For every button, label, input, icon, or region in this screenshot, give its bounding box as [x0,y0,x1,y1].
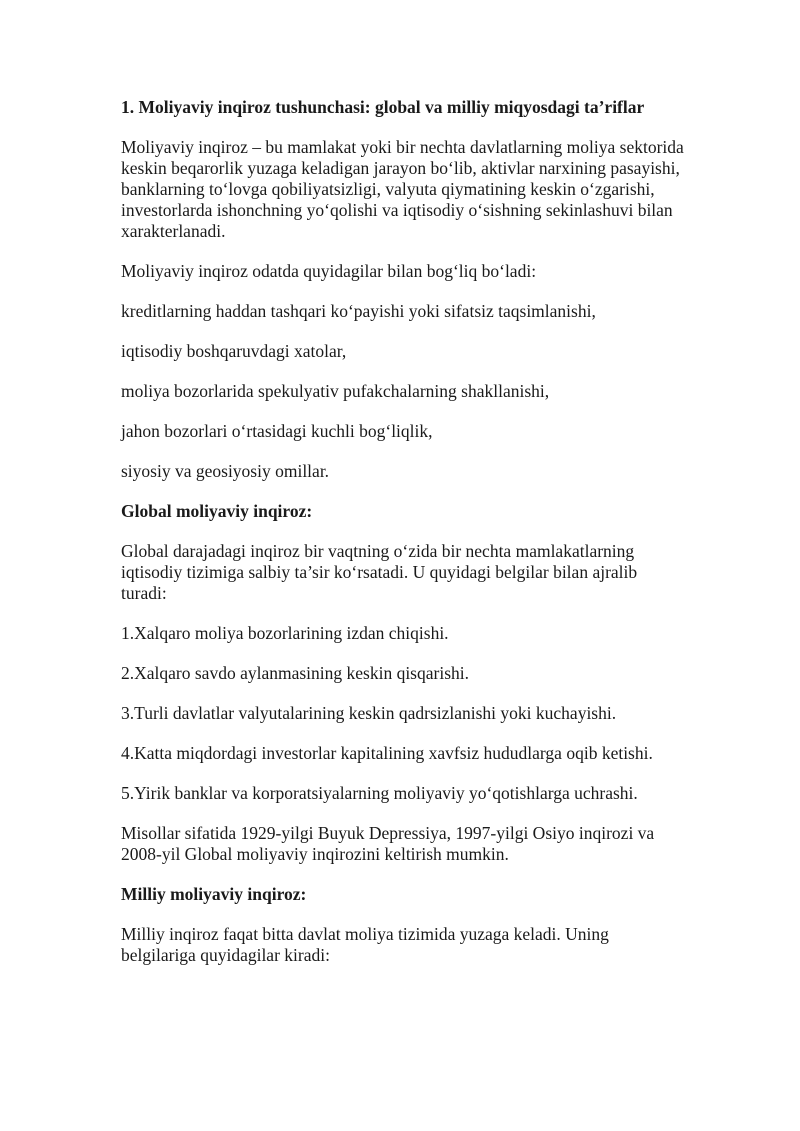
global-sign-item: 1.Xalqaro moliya bozorlarining izdan chiqishi. [121,623,449,643]
global-sign-item: 3.Turli davlatlar valyutalarining keskin qadrsizlanishi yoki kuchayishi. [121,703,617,723]
global-sign-item: 2.Xalqaro savdo aylanmasining keskin qisqarishi. [121,663,469,683]
cause-item: moliya bozorlarida spekulyativ pufakchalarning shakllanishi, [121,381,550,401]
document-page [121,97,686,985]
cause-item: jahon bozorlari o‘rtasidagi kuchli bog‘liqlik, [121,421,433,441]
global-examples: Misollar sifatida 1929-yilgi Buyuk Depressiya, 1997-yilgi Osiyo inqirozi va 2008-yil Global moliyaviy inqirozini keltirish mumkin. [121,823,655,864]
causes-lead: Moliyaviy inqiroz odatda quyidagilar bilan bog‘liq bo‘ladi: [121,261,537,281]
global-sign-item: 4.Katta miqdordagi investorlar kapitalining xavfsiz hududlarga oqib ketishi. [121,743,653,763]
cause-item: kreditlarning haddan tashqari ko‘payishi yoki sifatsiz taqsimlanishi, [121,301,596,321]
section-title: 1. Moliyaviy inqiroz tushunchasi: global va milliy miqyosdagi ta’riflar [121,97,645,117]
global-intro: Global darajadagi inqiroz bir vaqtning o‘zida bir nechta mamlakatlarning iqtisodiy tizimiga salbiy ta’sir ko‘rsatadi. U quyidagi belgilar bilan ajralib turadi: [121,541,638,603]
national-heading: Milliy moliyaviy inqiroz: [121,884,307,904]
intro-paragraph: Moliyaviy inqiroz – bu mamlakat yoki bir nechta davlatlarning moliya sektorida keskin beqarorlik yuzaga keladigan jarayon bo‘lib, aktivlar narxining pasayishi, banklarning to‘lovga qobiliyatsizligi, valyuta qiymatining keskin o‘zgarishi, investorlarda ishonchning yo‘qolishi va iqtisodiy o‘sishning sekinlashuvi bilan xarakterlanadi. [121,137,684,241]
national-intro: Milliy inqiroz faqat bitta davlat moliya tizimida yuzaga keladi. Uning belgilariga quyidagilar kiradi: [121,924,609,965]
cause-item: iqtisodiy boshqaruvdagi xatolar, [121,341,347,361]
cause-item: siyosiy va geosiyosiy omillar. [121,461,330,481]
global-sign-item: 5.Yirik banklar va korporatsiyalarning moliyaviy yo‘qotishlarga uchrashi. [121,783,638,803]
global-heading: Global moliyaviy inqiroz: [121,501,313,521]
